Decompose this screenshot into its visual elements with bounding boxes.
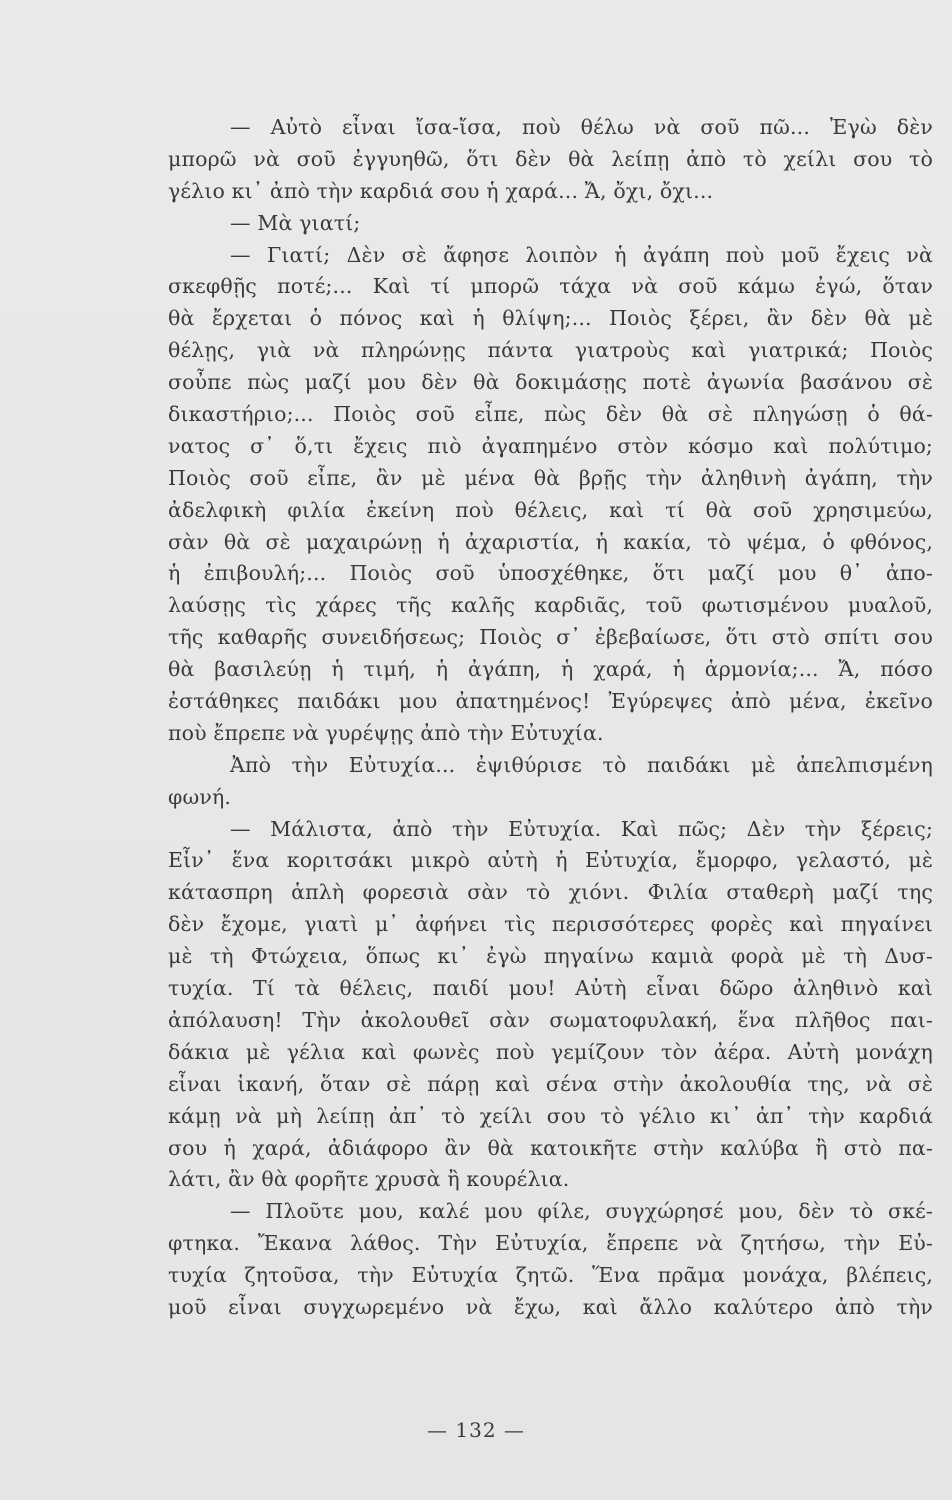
text-line: φωνή. [168,784,232,809]
text-line: ἡ ἐπιβουλή;... Ποιὸς σοῦ ὑποσχέθηκε, ὅτι μαζί μου θ᾿ ἀπο- [168,561,933,586]
text-line: δικαστήριο;... Ποιὸς σοῦ εἶπε, πὼς δὲν θὰ σὲ πληγώσῃ ὁ θά- [168,402,933,427]
text-line: ποὺ ἔπρεπε νὰ γυρέψῃς ἀπὸ τὴν Εὐτυχία. [168,720,604,745]
text-line: κάμῃ νὰ μὴ λείπῃ ἀπ᾿ τὸ χείλι σου τὸ γέλιο κι᾿ ἀπ᾿ τὴν καρδιά [168,1103,933,1128]
text-line: μοῦ εἶναι συγχωρεμένο νὰ ἔχω, καὶ ἄλλο καλύτερο ἀπὸ τὴν [168,1294,933,1319]
text-line: ἀδελφικὴ φιλία ἐκείνη ποὺ θέλεις, καὶ τί θὰ σοῦ χρησιμεύω, [168,497,933,522]
text-line: εἶναι ἱκανή, ὅταν σὲ πάρῃ καὶ σένα στὴν ἀκολουθία της, νὰ σὲ [168,1071,933,1096]
text-line: θὰ βασιλεύῃ ἡ τιμή, ἡ ἀγάπη, ἡ χαρά, ἡ ἁρμονία;... Ἄ, πόσο [168,657,933,682]
text-line: γέλιο κι᾿ ἀπὸ τὴν καρδιά σου ἡ χαρά... Ἄ, ὄχι, ὄχι... [168,178,714,203]
text-line: λάτι, ἂν θὰ φορῆτε χρυσὰ ἢ κουρέλια. [168,1167,570,1192]
text-line: θέλῃς, γιὰ νὰ πληρώνῃς πάντα γιατροὺς καὶ γιατρικά; Ποιὸς [168,338,933,363]
text-line: — Αὐτὸ εἶναι ἴσα-ἴσα, ποὺ θέλω νὰ σοῦ πῶ... Ἐγὼ δὲν [230,115,933,139]
text-line: φτηκα. Ἔκανα λάθος. Τὴν Εὐτυχία, ἔπρεπε νὰ ζητήσω, τὴν Εὐ- [168,1231,933,1256]
text-line: κάτασπρη ἁπλὴ φορεσιὰ σὰν τὸ χιόνι. Φιλία σταθερὴ μαζί της [168,880,933,905]
text-line: Εἶν᾿ ἕνα κοριτσάκι μικρὸ αὐτὴ ἡ Εὐτυχία, ἔμορφο, γελαστό, μὲ [168,848,933,873]
text-line: ἀπόλαυση! Τὴν ἀκολουθεῖ σὰν σωματοφυλακή, ἕνα πλῆθος παι- [168,1007,933,1032]
page-number: — 132 — [427,1418,525,1442]
text-line: τῆς καθαρῆς συνειδήσεως; Ποιὸς σ᾿ ἐβεβαίωσε, ὅτι στὸ σπίτι σου [168,625,933,650]
text-line: σοὖπε πὼς μαζί μου δὲν θὰ δοκιμάσῃς ποτὲ ἀγωνία βασάνου σὲ [168,370,933,395]
body-text [168,112,933,1324]
text-line: τυχία ζητοῦσα, τὴν Εὐτυχία ζητῶ. Ἕνα πρᾶμα μονάχα, βλέπεις, [168,1263,933,1288]
text-line: σου ἡ χαρά, ἀδιάφορο ἂν θὰ κατοικῆτε στὴν καλύβα ἢ στὸ πα- [168,1135,933,1160]
text-line: σὰν θὰ σὲ μαχαιρώνῃ ἡ ἀχαριστία, ἡ κακία, τὸ ψέμα, ὁ φθόνος, [168,529,933,554]
text-line: νατος σ᾿ ὅ,τι ἔχεις πιὸ ἀγαπημένο στὸν κόσμο καὶ πολύτιμο; [168,433,933,458]
text-line: λαύσῃς τὶς χάρες τῆς καλῆς καρδιᾶς, τοῦ φωτισμένου μυαλοῦ, [168,593,933,618]
text-line: — Μάλιστα, ἀπὸ τὴν Εὐτυχία. Καὶ πῶς; Δὲν τὴν ξέρεις; [230,816,933,841]
text-line: ἐστάθηκες παιδάκι μου ἀπατημένος! Ἐγύρεψες ἀπὸ μένα, ἐκεῖνο [168,689,933,714]
text-line: μὲ τὴ Φτώχεια, ὅπως κι᾿ ἐγὼ πηγαίνω καμιὰ φορὰ μὲ τὴ Δυσ- [168,944,933,969]
text-line: τυχία. Τί τὰ θέλεις, παιδί μου! Αὐτὴ εἶναι δῶρο ἀληθινὸ καὶ [168,976,933,1001]
text-line: — Πλοῦτε μου, καλέ μου φίλε, συγχώρησέ μου, δὲν τὸ σκέ- [230,1199,933,1224]
text-line: μπορῶ νὰ σοῦ ἐγγυηθῶ, ὅτι δὲν θὰ λείπῃ ἀπὸ τὸ χείλι σου τὸ [168,146,933,171]
text-line: Ἀπὸ τὴν Εὐτυχία... ἐψιθύρισε τὸ παιδάκι μὲ ἀπελπισμένη [230,752,933,777]
text-line: Ποιὸς σοῦ εἶπε, ἂν μὲ μένα θὰ βρῇς τὴν ἀληθινὴ ἀγάπη, τὴν [168,465,933,490]
text-line: — Μὰ γιατί; [230,210,361,235]
text-line: δάκια μὲ γέλια καὶ φωνὲς ποὺ γεμίζουν τὸν ἀέρα. Αὐτὴ μονάχη [168,1039,933,1064]
text-line: δὲν ἔχομε, γιατὶ μ᾿ ἀφήνει τὶς περισσότερες φορὲς καὶ πηγαίνει [168,912,933,937]
text-line: θὰ ἔρχεται ὁ πόνος καὶ ἡ θλίψη;... Ποιὸς ξέρει, ἂν δὲν θὰ μὲ [168,306,933,331]
text-line: — Γιατί; Δὲν σὲ ἄφησε λοιπὸν ἡ ἀγάπη ποὺ μοῦ ἔχεις νὰ [230,242,933,267]
text-line: σκεφθῇς ποτέ;... Καὶ τί μπορῶ τάχα νὰ σοῦ κάμω ἐγώ, ὅταν [168,274,933,299]
